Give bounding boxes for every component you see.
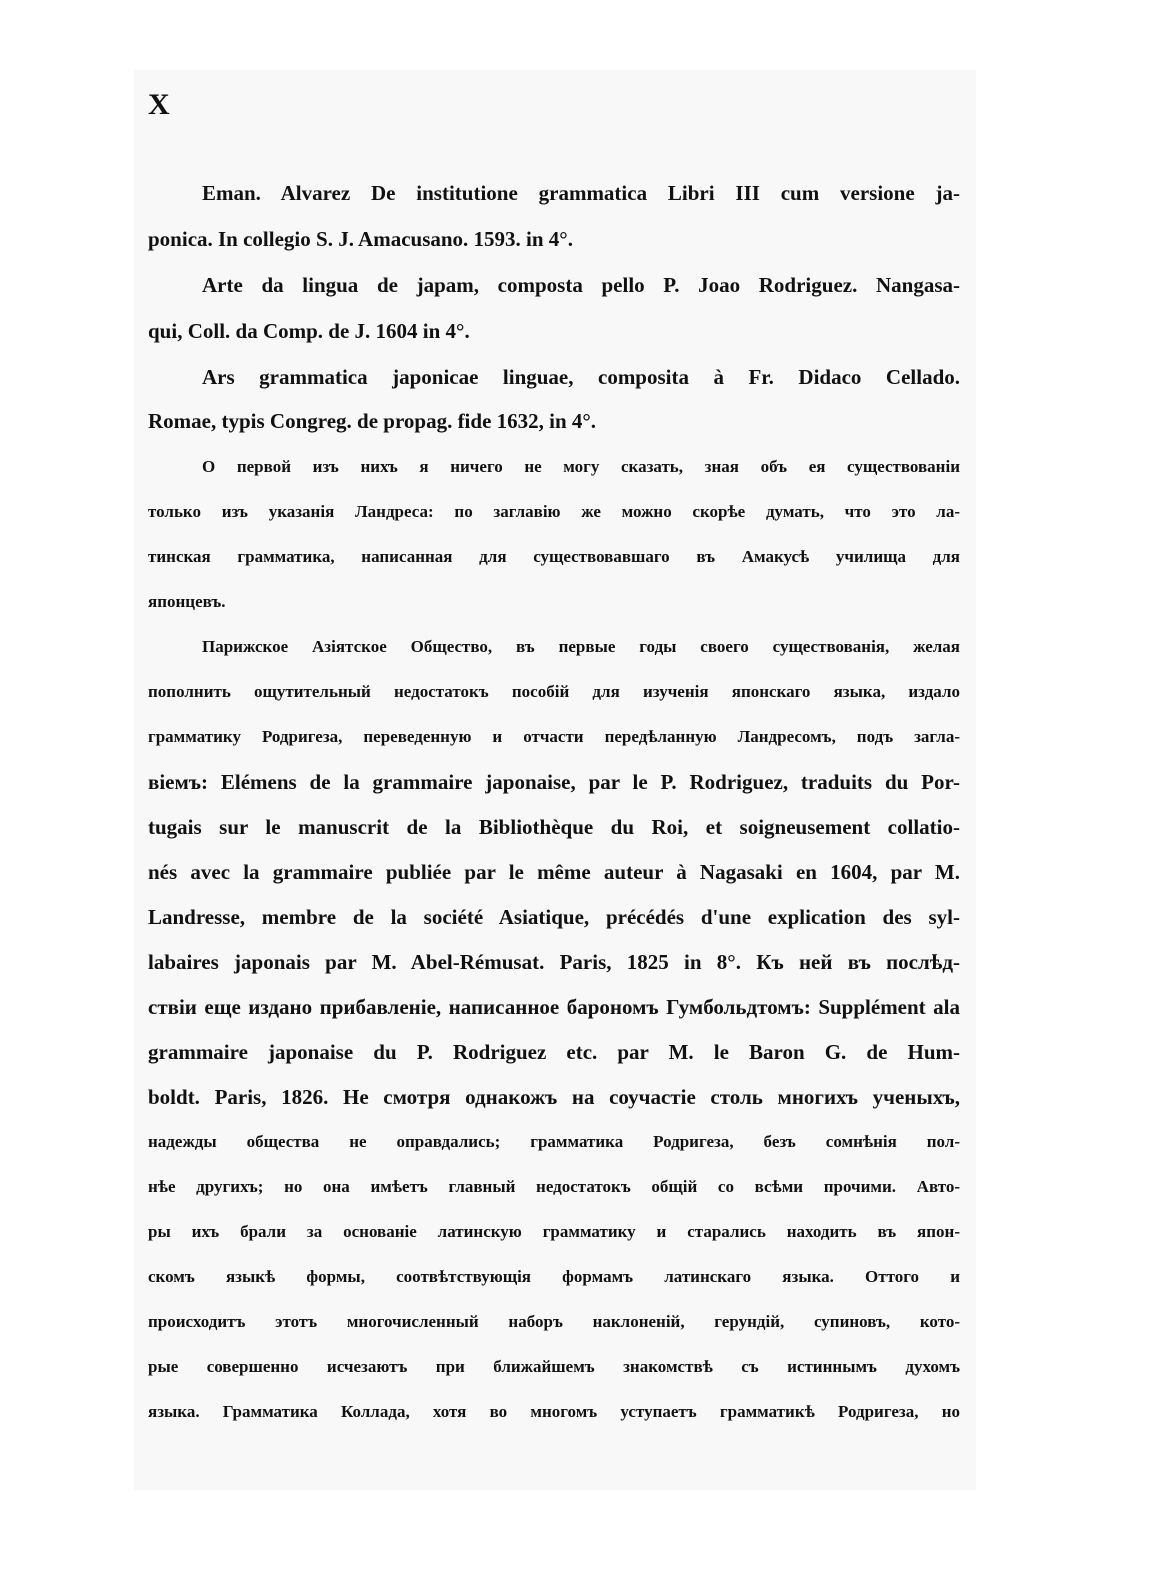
text-line: тинская грамматика, написанная для существовавшаго въ Амакусѣ училища для — [148, 547, 960, 566]
text-line: нѣе другихъ; но она имѣетъ главный недостатокъ общій со всѣми прочими. Авто- — [148, 1177, 960, 1196]
text-line: ствіи еще издано прибавленіе, написанное барономъ Гумбольдтомъ: Supplément ala — [148, 995, 960, 1019]
text-line: Парижское Азіятское Общество, въ первые годы своего существованія, желая — [202, 637, 960, 656]
text-line: Ars grammatica japonicae linguae, composita à Fr. Didaco Cellado. — [202, 365, 960, 389]
text-line: ponica. In collegio S. J. Amacusano. 1593. in 4°. — [148, 227, 573, 251]
text-line: tugais sur le manuscrit de la Bibliothèque du Roi, et soigneusement collatio- — [148, 815, 960, 839]
text-line: qui, Coll. da Comp. de J. 1604 in 4°. — [148, 319, 470, 343]
text-line: происходитъ этотъ многочисленный наборъ наклоненій, герундій, супиновъ, кото- — [148, 1312, 960, 1331]
text-line: boldt. Paris, 1826. Не смотря однакожъ на соучастіе столь многихъ ученыхъ, — [148, 1085, 960, 1109]
text-line: пополнить ощутительный недостатокъ пособій для изученія японскаго языка, издало — [148, 682, 960, 701]
text-line: японцевъ. — [148, 592, 226, 611]
text-line: віемъ: Elémens de la grammaire japonaise, par le P. Rodriguez, traduits du Por- — [148, 770, 960, 794]
text-line: надежды общества не оправдались; грамматика Родригеза, безъ сомнѣнія пол- — [148, 1132, 960, 1151]
text-line: только изъ указанія Ландреса: по заглавію же можно скорѣе думать, что это ла- — [148, 502, 960, 521]
text-line: nés avec la grammaire publiée par le même auteur à Nagasaki en 1604, par M. — [148, 860, 960, 884]
text-line: О первой изъ нихъ я ничего не могу сказать, зная объ ея существованіи — [202, 457, 960, 476]
text-line: Eman. Alvarez De institutione grammatica Libri III cum versione ja- — [202, 181, 960, 205]
text-line: скомъ языкѣ формы, соотвѣтствующія формамъ латинскаго языка. Оттого и — [148, 1267, 960, 1286]
text-line: Arte da lingua de japam, composta pello P. Joao Rodriguez. Nangasa- — [202, 273, 960, 297]
text-line: labaires japonais par M. Abel-Rémusat. Paris, 1825 in 8°. Къ ней въ послѣд- — [148, 950, 960, 974]
text-line: grammaire japonaise du P. Rodriguez etc. par M. le Baron G. de Hum- — [148, 1040, 960, 1064]
text-line: ры ихъ брали за основаніе латинскую грамматику и старались находить въ япон- — [148, 1222, 960, 1241]
text-line: Romae, typis Congreg. de propag. fide 1632, in 4°. — [148, 409, 597, 433]
text-line: грамматику Родригеза, переведенную и отчасти передѣланную Ландресомъ, подъ загла- — [148, 727, 960, 746]
text-line: Landresse, membre de la société Asiatique, précédés d'une explication des syl- — [148, 905, 960, 929]
text-line: рые совершенно исчезаютъ при ближайшемъ знакомствѣ съ истиннымъ духомъ — [148, 1357, 960, 1376]
text-line: языка. Грамматика Коллада, хотя во многомъ уступаетъ грамматикѣ Родригеза, но — [148, 1402, 960, 1421]
page-number: X — [148, 88, 171, 121]
